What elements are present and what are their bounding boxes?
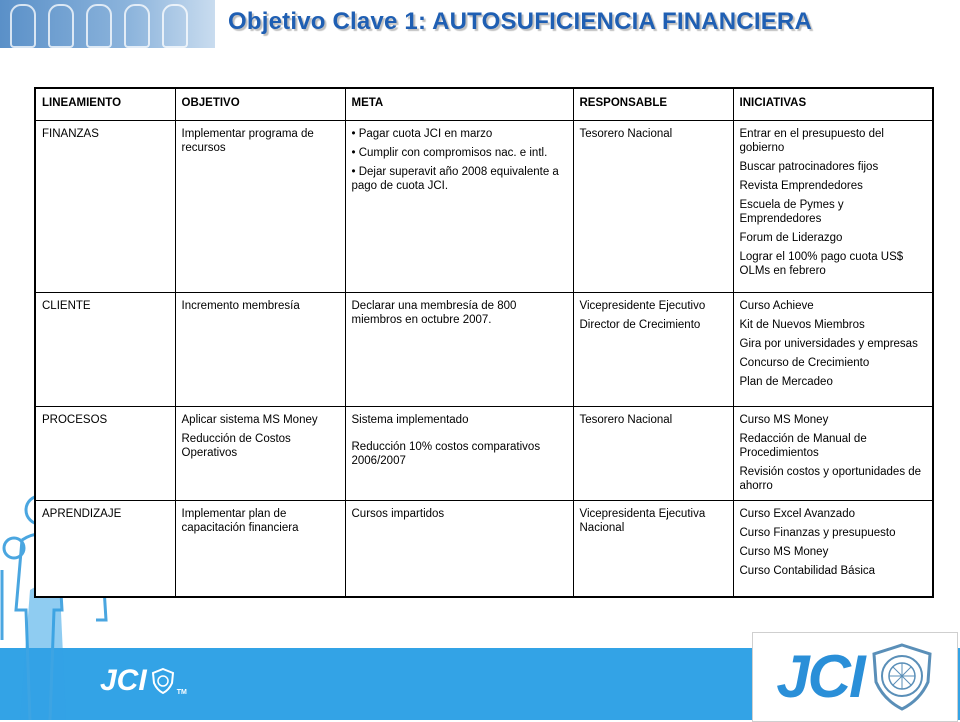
meta-item: Reducción 10% costos comparativos 2006/2007 [351, 441, 541, 467]
table-row [35, 407, 933, 501]
cell-meta [345, 407, 573, 501]
header-decoration [0, 0, 215, 48]
cell-responsable [573, 293, 733, 407]
table-row [35, 293, 933, 407]
person-silhouette-icon [10, 4, 36, 48]
cell-objetivo [175, 501, 345, 597]
person-silhouette-icon [162, 4, 188, 48]
cell-iniciativas [733, 407, 933, 501]
column-header-responsable: RESPONSABLE [573, 88, 733, 121]
iniciativa-item: Curso Achieve [739, 300, 814, 312]
iniciativa-item: Revista Emprendedores [739, 180, 863, 192]
column-header-meta: META [345, 88, 573, 121]
cell-iniciativas [733, 293, 933, 407]
iniciativa-item: Kit de Nuevos Miembros [739, 319, 865, 331]
iniciativa-item: Forum de Liderazgo [739, 232, 843, 244]
corner-logo [752, 632, 958, 722]
trademark-label: TM [176, 688, 187, 696]
cell-responsable [573, 407, 733, 501]
cell-meta [345, 501, 573, 597]
objetivo-text: Incremento membresía [181, 300, 300, 312]
iniciativa-item: Lograr el 100% pago cuota US$ OLMs en febrero [739, 251, 904, 277]
iniciativa-item: Gira por universidades y empresas [739, 338, 918, 350]
iniciativa-item: Redacción de Manual de Procedimientos [739, 433, 867, 459]
responsable-text: Tesorero Nacional [579, 414, 673, 426]
iniciativa-item: Curso Excel Avanzado [739, 508, 855, 520]
iniciativa-item: Entrar en el presupuesto del gobierno [739, 128, 884, 154]
cell-responsable [573, 121, 733, 293]
shield-icon [870, 642, 934, 712]
responsable-text: Tesorero Nacional [579, 128, 673, 140]
person-silhouette-icon [124, 4, 150, 48]
iniciativa-item: Buscar patrocinadores fijos [739, 161, 879, 173]
cell-objetivo [175, 293, 345, 407]
responsable-text: Vicepresidenta Ejecutiva Nacional [579, 508, 706, 534]
meta-item: Cursos impartidos [351, 508, 445, 520]
meta-item: Sistema implementado [351, 414, 469, 426]
meta-item: • Cumplir con compromisos nac. e intl. [351, 147, 548, 159]
table-row [35, 501, 933, 597]
cell-meta [345, 293, 573, 407]
cell-meta [345, 121, 573, 293]
responsable-text: Vicepresidente Ejecutivo [579, 300, 706, 312]
iniciativa-item: Revisión costos y oportunidades de ahorro [739, 466, 922, 492]
column-header-iniciativas: INICIATIVAS [733, 88, 933, 121]
cell-responsable [573, 501, 733, 597]
page-title: Objetivo Clave 1: AUTOSUFICIENCIA FINANCIERA [228, 8, 812, 35]
meta-item: Declarar una membresía de 800 miembros en octubre 2007. [351, 300, 517, 326]
objetivo-text: Implementar plan de capacitación financiera [181, 508, 299, 534]
person-silhouette-icon [48, 4, 74, 48]
iniciativa-item: Curso MS Money [739, 414, 829, 426]
table-row [35, 121, 933, 293]
iniciativa-item: Curso Finanzas y presupuesto [739, 527, 896, 539]
footer-logo-text: JCI [100, 664, 147, 697]
cell-lineamiento: APRENDIZAJE [35, 501, 175, 597]
objetivo-text: Aplicar sistema MS Money [181, 414, 318, 426]
cell-lineamiento: PROCESOS [35, 407, 175, 501]
iniciativa-item: Concurso de Crecimiento [739, 357, 870, 369]
person-silhouette-icon [86, 4, 112, 48]
footer-logo [100, 664, 187, 698]
iniciativa-item: Plan de Mercadeo [739, 376, 833, 388]
cell-lineamiento: CLIENTE [35, 293, 175, 407]
cell-iniciativas [733, 501, 933, 597]
iniciativa-item: Curso MS Money [739, 546, 829, 558]
meta-item: • Dejar superavit año 2008 equivalente a pago de cuota JCI. [351, 166, 559, 192]
objectives-table-container [34, 87, 932, 598]
table-header-row [35, 88, 933, 121]
objectives-table [34, 87, 934, 598]
column-header-objetivo: OBJETIVO [175, 88, 345, 121]
objetivo-text: Implementar programa de recursos [181, 128, 314, 154]
corner-logo-text: JCI [776, 643, 864, 710]
objetivo-text: Reducción de Costos Operativos [181, 433, 291, 459]
cell-objetivo [175, 407, 345, 501]
responsable-text: Director de Crecimiento [579, 319, 701, 331]
cell-objetivo [175, 121, 345, 293]
iniciativa-item: Escuela de Pymes y Emprendedores [739, 199, 844, 225]
iniciativa-item: Curso Contabilidad Básica [739, 565, 876, 577]
shield-icon [151, 668, 175, 694]
cell-iniciativas [733, 121, 933, 293]
cell-lineamiento: FINANZAS [35, 121, 175, 293]
meta-item: • Pagar cuota JCI en marzo [351, 128, 493, 140]
column-header-lineamiento: LINEAMIENTO [35, 88, 175, 121]
